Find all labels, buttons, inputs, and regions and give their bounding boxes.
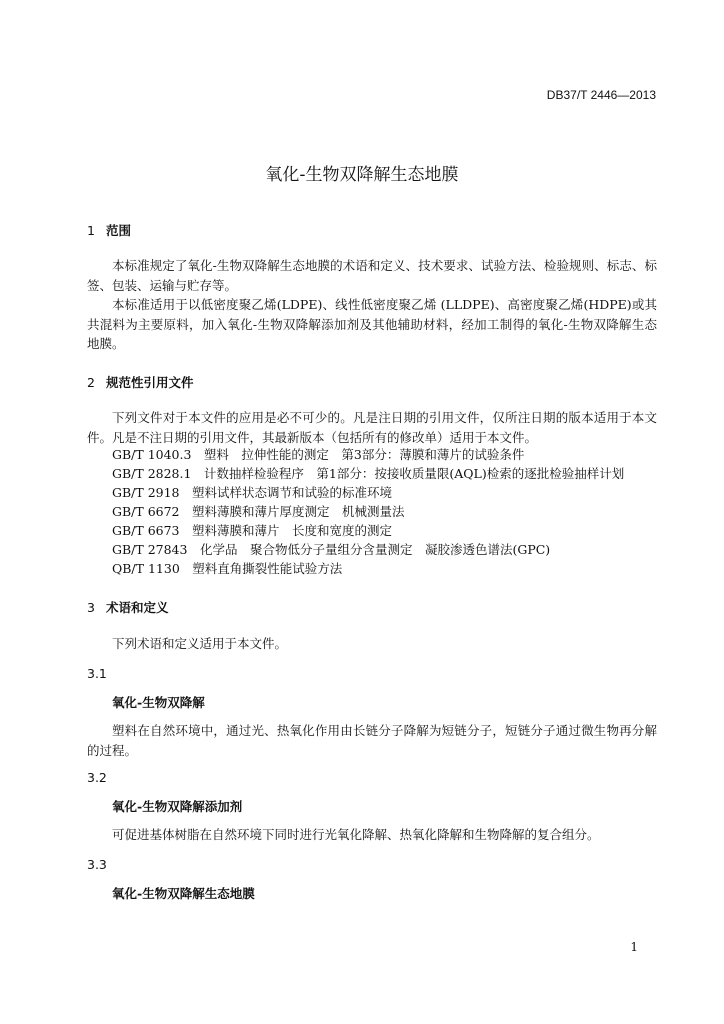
- term-definition: 可促进基体树脂在自然环境下同时进行光氧化降解、热氧化降解和生物降解的复合组分。: [112, 827, 600, 842]
- term-definition: 塑料在自然环境中，通过光、热氧化作用由长链分子降解为短链分子，短链分子通过微生物再分解的过程。: [87, 723, 657, 758]
- reference-item: GB/T 6673 塑料薄膜和薄片 长度和宽度的测定: [112, 523, 393, 538]
- section-number: 2: [87, 375, 95, 390]
- term-title: 氧化-生物双降解添加剂: [112, 799, 243, 814]
- term-number: 3.3: [87, 857, 107, 872]
- scope-paragraph-2: 本标准适用于以低密度聚乙烯(LDPE)、线性低密度聚乙烯 (LLDPE)、高密度聚乙烯(HDPE)或其共混料为主要原料，加入氧化-生物双降解添加剂及其他辅助材料，经加工制得的氧化-生物双降解生态地膜。: [87, 297, 657, 351]
- section-heading-terms: [87, 598, 169, 616]
- terms-intro: 下列术语和定义适用于本文件。: [112, 636, 288, 651]
- document-title: 氧化-生物双降解生态地膜: [265, 165, 459, 185]
- standard-code: DB37/T 2446—2013: [546, 88, 656, 102]
- section-number: 3: [87, 600, 95, 615]
- term-title: 氧化-生物双降解: [112, 695, 205, 710]
- reference-item: QB/T 1130 塑料直角撕裂性能试验方法: [112, 561, 343, 576]
- section-title: 规范性引用文件: [106, 375, 194, 390]
- term-number: 3.1: [87, 666, 107, 681]
- page-number: 1: [630, 940, 638, 954]
- reference-item: GB/T 2828.1 计数抽样检验程序 第1部分：按接收质量限(AQL)检索的逐批检验抽样计划: [112, 466, 625, 481]
- reference-item: GB/T 6672 塑料薄膜和薄片厚度测定 机械测量法: [112, 504, 405, 519]
- reference-item: GB/T 27843 化学品 聚合物低分子量组分含量测定 凝胶渗透色谱法(GPC): [112, 542, 551, 557]
- section-heading-scope: [87, 221, 131, 239]
- term-title: 氧化-生物双降解生态地膜: [112, 886, 255, 901]
- section-heading-refs: [87, 373, 194, 391]
- term-number: 3.2: [87, 770, 107, 785]
- refs-intro: 下列文件对于本文件的应用是必不可少的。凡是注日期的引用文件，仅所注日期的版本适用于本文件。凡是不注日期的引用文件，其最新版本（包括所有的修改单）适用于本文件。: [87, 410, 657, 445]
- section-title: 术语和定义: [106, 600, 169, 615]
- section-title: 范围: [106, 223, 132, 238]
- scope-paragraph-1: 本标准规定了氧化-生物双降解生态地膜的术语和定义、技术要求、试验方法、检验规则、标志、标签、包装、运输与贮存等。: [87, 258, 657, 293]
- reference-item: GB/T 1040.3 塑料 拉伸性能的测定 第3部分：薄膜和薄片的试验条件: [112, 447, 525, 462]
- reference-item: GB/T 2918 塑料试样状态调节和试验的标准环境: [112, 485, 393, 500]
- section-number: 1: [87, 223, 95, 238]
